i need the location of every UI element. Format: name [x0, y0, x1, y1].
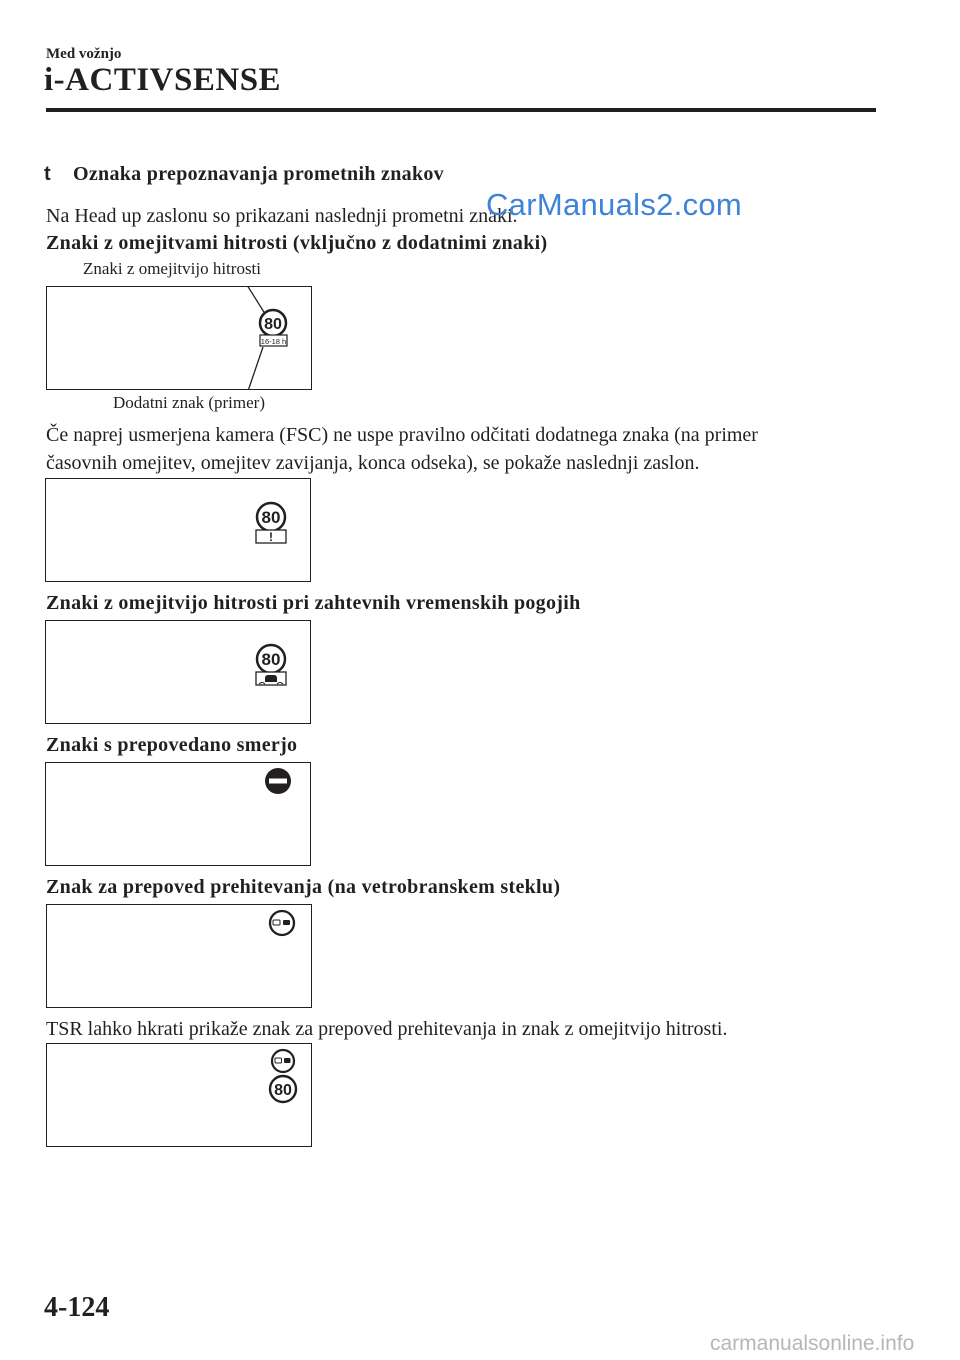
section-title: Oznaka prepoznavanja prometnih znakov	[73, 163, 444, 185]
watermark: CarManuals2.com	[486, 187, 743, 222]
plate-text: 16-18 h	[260, 337, 287, 346]
unreadable-text-line2: časovnih omejitev, omejitev zavijanja, konca odseka), se pokaže naslednji zaslon.	[46, 452, 700, 474]
speed-limit-heading: Znaki z omejitvami hitrosti (vključno z dodatnimi znaki)	[46, 232, 548, 254]
no-overtaking-icon	[270, 911, 294, 935]
sign-value: 80	[264, 316, 282, 333]
unreadable-text-line1: Če naprej usmerjena kamera (FSC) ne uspe pravilno odčitati dodatnega znaka (na primer	[46, 424, 758, 446]
unknown-plate-icon	[256, 530, 286, 544]
no-overtaking-heading: Znak za prepoved prehitevanja (na vetrobranskem steklu)	[46, 876, 561, 898]
unreadable-graphic	[46, 479, 310, 581]
combined-graphic	[47, 1044, 311, 1146]
no-entry-icon	[265, 768, 291, 794]
weather-graphic	[46, 621, 310, 723]
weather-heading: Znaki z omejitvijo hitrosti pri zahtevnih vremenskih pogojih	[46, 592, 581, 614]
plate-text: !	[269, 530, 273, 544]
speed-sign-icon	[260, 310, 286, 336]
display-combined	[46, 1043, 312, 1147]
no-entry-heading: Znaki s prepovedano smerjo	[46, 734, 298, 756]
section-label: Med vožnjo	[46, 46, 122, 62]
speed-limit-graphic	[47, 287, 311, 389]
supplementary-plate-icon	[260, 335, 287, 346]
display-speed-limit	[46, 286, 312, 390]
speed-sign-icon	[257, 503, 285, 531]
page-number: 4-124	[44, 1292, 110, 1323]
sign-value: 80	[261, 508, 281, 527]
display-no-entry	[45, 762, 311, 866]
speed-sign-icon	[257, 645, 285, 673]
slippery-road-plate-icon	[256, 672, 286, 685]
speed-limit-label-top: Znaki z omejitvijo hitrosti	[83, 259, 262, 278]
display-weather	[45, 620, 311, 724]
display-unreadable	[45, 478, 311, 582]
chapter-title: i-ACTIVSENSE	[44, 62, 282, 98]
speed-limit-label-bottom: Dodatni znak (primer)	[113, 393, 265, 412]
bullet-marker: t	[44, 163, 51, 185]
leader-line-bottom	[248, 347, 263, 389]
footer-watermark: carmanualsonline.info	[710, 1332, 915, 1355]
combined-text: TSR lahko hkrati prikaže znak za prepoved prehitevanja in znak z omejitvijo hitrosti.	[46, 1018, 728, 1040]
no-overtaking-graphic	[47, 905, 311, 1007]
speed-sign-icon	[270, 1076, 296, 1102]
no-entry-graphic	[46, 763, 310, 865]
sign-value: 80	[261, 650, 281, 669]
display-no-overtaking	[46, 904, 312, 1008]
header-rule	[46, 108, 876, 112]
sign-value: 80	[274, 1082, 292, 1099]
no-overtaking-icon	[272, 1050, 294, 1072]
intro-text: Na Head up zaslonu so prikazani naslednji prometni znaki.	[46, 205, 518, 227]
